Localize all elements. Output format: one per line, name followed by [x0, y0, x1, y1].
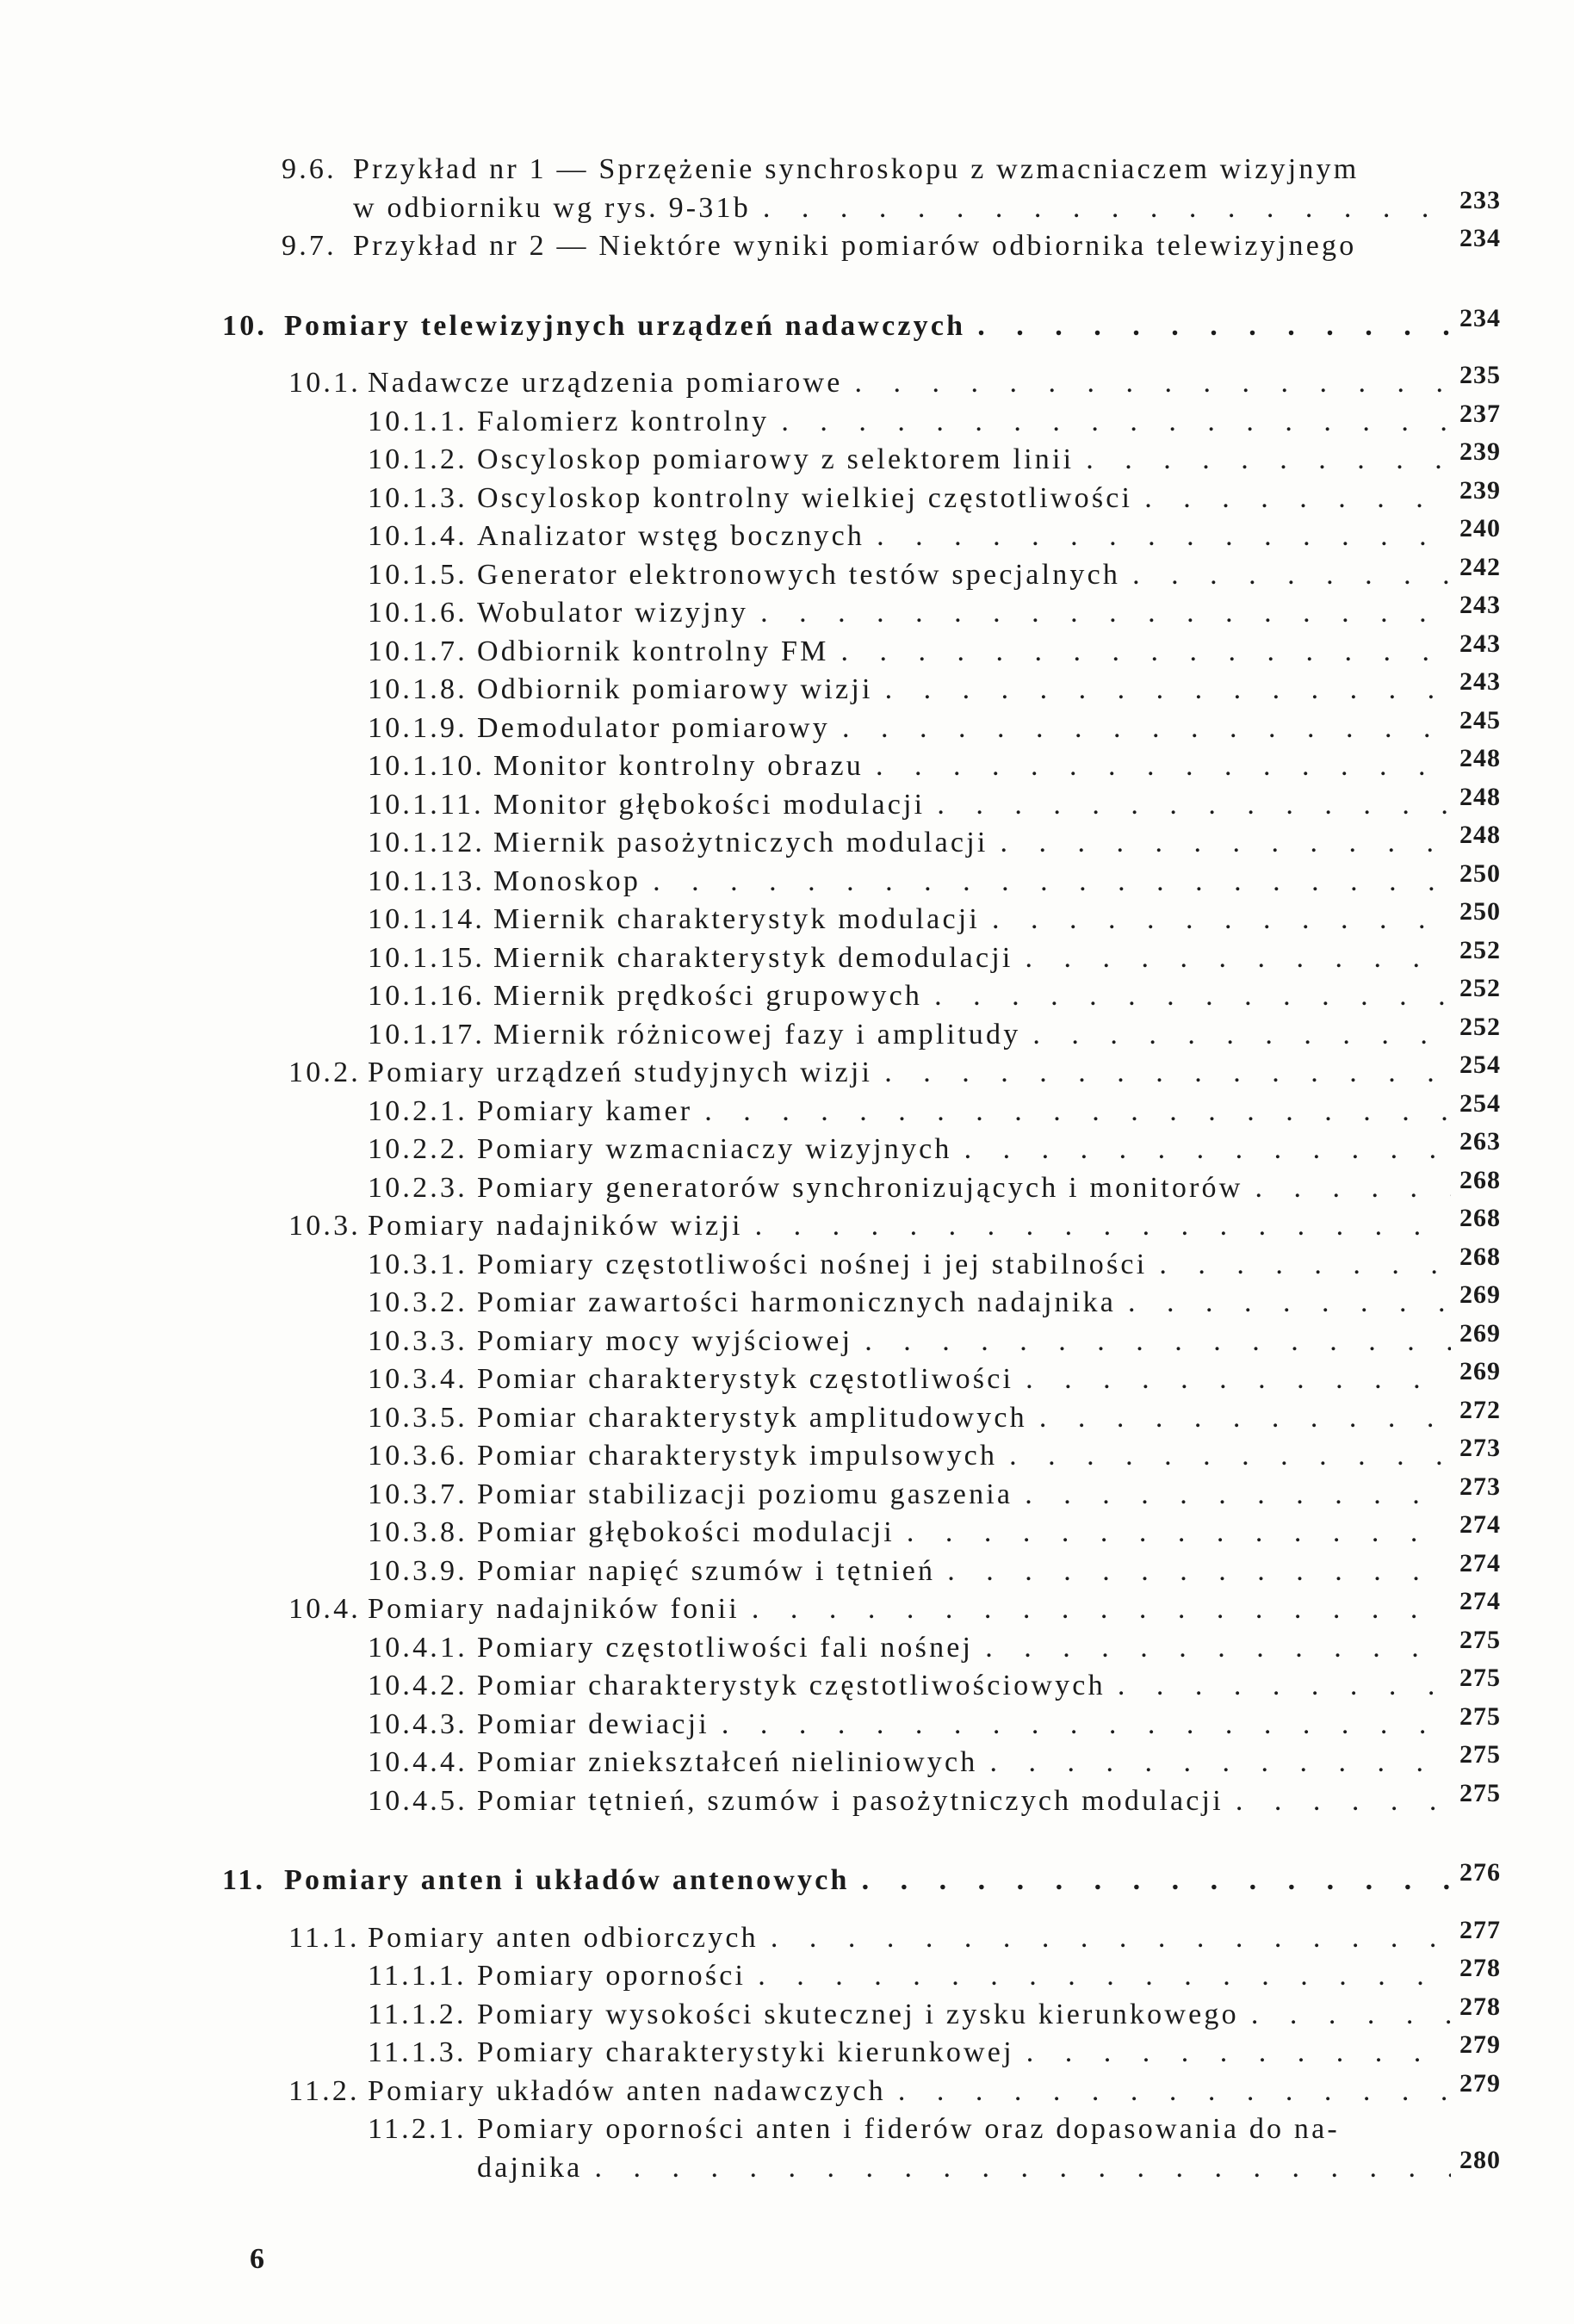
entry-number: 10.3.6.: [368, 1440, 468, 1472]
entry-number: 11.: [222, 1864, 266, 1896]
entry-title: Pomiar głębokości modulacji: [477, 1516, 895, 1548]
toc-entry: [0, 1280, 1528, 1325]
entry-page: 234: [1459, 303, 1501, 332]
toc-entry: [0, 1548, 1528, 1594]
entry-page: 243: [1459, 591, 1501, 619]
dot-leader: [937, 789, 1451, 821]
dot-leader: [864, 1325, 1451, 1358]
dot-leader: [758, 1960, 1451, 1992]
dot-leader: [885, 673, 1451, 706]
toc-entry: [0, 1954, 1528, 1999]
toc-entry: [0, 1395, 1528, 1441]
entry-title: Monitor głębokości modulacji: [493, 788, 926, 821]
toc-entry: [0, 1740, 1528, 1785]
entry-page: 274: [1459, 1510, 1501, 1539]
chapter-entry: [0, 1858, 1528, 1903]
page-number: 6: [250, 2243, 264, 2275]
dot-leader: [1159, 1249, 1451, 1281]
entry-page: 254: [1459, 1088, 1501, 1118]
dot-leader: [877, 520, 1451, 553]
dot-leader: [763, 192, 1451, 225]
entry-title: Pomiar napięć szumów i tętnień: [477, 1554, 936, 1587]
entry-page: 272: [1459, 1395, 1501, 1424]
toc-entry: [0, 897, 1528, 942]
dot-leader: [1236, 1785, 1451, 1818]
entry-page: 252: [1459, 974, 1501, 1002]
toc-entry-continuation: [0, 2145, 1528, 2191]
entry-page: 243: [1459, 629, 1501, 658]
dot-leader: [985, 1632, 1451, 1664]
toc-entry: [0, 935, 1528, 981]
toc-entry: [0, 514, 1528, 559]
entry-title-continuation: dajnika: [477, 2151, 583, 2184]
toc-entry: [0, 2113, 1528, 2152]
toc-entry: [0, 858, 1528, 904]
entry-page: 269: [1459, 1357, 1501, 1385]
dot-leader: [1039, 1402, 1451, 1435]
toc-entry: [0, 974, 1528, 1019]
entry-title: Pomiary częstotliwości fali nośnej: [477, 1631, 974, 1664]
toc-entry: [0, 629, 1528, 674]
entry-number: 10.1.1.: [368, 405, 468, 437]
dot-leader: [704, 1095, 1451, 1128]
dot-leader: [989, 1746, 1451, 1779]
dot-leader: [842, 712, 1451, 745]
toc-entry: [0, 1204, 1528, 1249]
entry-number: 10.3.3.: [368, 1324, 468, 1357]
toc-entry: [0, 2068, 1528, 2114]
toc-entry: [0, 1510, 1528, 1555]
entry-title: Pomiary generatorów synchronizujących i monitorów: [477, 1171, 1243, 1204]
entry-page: 237: [1459, 399, 1501, 428]
entry-title: Monitor kontrolny obrazu: [493, 750, 864, 782]
toc-entry: [0, 1625, 1528, 1670]
entry-page: 250: [1459, 897, 1501, 926]
dot-leader: [884, 1057, 1451, 1089]
dot-leader: [947, 1555, 1451, 1588]
entry-number: 10.4.: [288, 1593, 361, 1625]
entry-number: 10.1.13.: [368, 865, 486, 897]
dot-leader: [964, 1133, 1451, 1166]
toc-entry: [0, 1012, 1528, 1057]
entry-page: 239: [1459, 437, 1501, 466]
entry-page: 240: [1459, 514, 1501, 542]
entry-page: 278: [1459, 1992, 1501, 2021]
entry-number: 10.1.3.: [368, 481, 468, 514]
entry-page: 235: [1459, 361, 1501, 389]
toc-entry: [0, 1778, 1528, 1824]
entry-page: 268: [1459, 1204, 1501, 1232]
entry-title: Pomiary charakterystyki kierunkowej: [477, 2036, 1014, 2068]
toc-entry: [0, 782, 1528, 827]
dot-leader: [934, 980, 1451, 1013]
toc-entry: [0, 153, 1528, 192]
entry-title: Demodulator pomiarowy: [477, 711, 830, 744]
entry-page: 248: [1459, 744, 1501, 772]
entry-title: Nadawcze urządzenia pomiarowe: [368, 367, 843, 399]
toc-entry: [0, 1050, 1528, 1095]
entry-title: Pomiary częstotliwości nośnej i jej stabilności: [477, 1248, 1148, 1280]
entry-page: 273: [1459, 1472, 1501, 1501]
toc-entry: [0, 1357, 1528, 1402]
entry-title: Pomiar dewiacji: [477, 1707, 710, 1740]
entry-title: Pomiary oporności: [477, 1960, 747, 1992]
entry-title: Pomiary oporności anten i fiderów oraz dopasowania do na-: [477, 2113, 1340, 2145]
entry-number: 10.4.5.: [368, 1784, 468, 1817]
toc-entry: [0, 1165, 1528, 1211]
entry-page: 274: [1459, 1548, 1501, 1577]
entry-number: 11.1.3.: [368, 2036, 467, 2068]
dot-leader: [1026, 1363, 1451, 1396]
dot-leader: [841, 635, 1451, 668]
entry-page: 242: [1459, 552, 1501, 581]
entry-number: 10.1.17.: [368, 1018, 486, 1050]
dot-leader: [1251, 1999, 1451, 2031]
dot-leader: [855, 367, 1451, 400]
chapter-entry: [0, 303, 1528, 349]
entry-number: 10.3.2.: [368, 1286, 468, 1318]
entry-title: Pomiar zniekształceń nieliniowych: [477, 1746, 978, 1778]
entry-number: 9.6.: [282, 153, 337, 185]
entry-number: 11.1.2.: [368, 1998, 467, 2030]
entry-number: 10.3.5.: [368, 1401, 468, 1434]
dot-leader: [1026, 2036, 1451, 2069]
entry-title: Pomiary urządzeń studyjnych wizji: [368, 1057, 873, 1088]
toc-entry: [0, 1472, 1528, 1517]
entry-title: Monoskop: [493, 865, 641, 897]
entry-page: 275: [1459, 1740, 1501, 1769]
entry-number: 10.1.5.: [368, 558, 468, 591]
entry-title: Pomiar charakterystyk częstotliwościowych: [477, 1670, 1106, 1701]
entry-number: 10.2.: [288, 1057, 361, 1088]
toc-entry: [0, 224, 1528, 269]
entry-page: 276: [1459, 1858, 1501, 1887]
entry-number: 10.1.10.: [368, 750, 486, 782]
entry-title: Pomiar tętnień, szumów i pasożytniczych modulacji: [477, 1784, 1224, 1817]
dot-leader: [722, 1708, 1451, 1741]
entry-page: 250: [1459, 858, 1501, 888]
entry-page: 254: [1459, 1050, 1501, 1079]
dot-leader: [653, 865, 1451, 898]
entry-title: Pomiary anten i układów antenowych: [284, 1864, 850, 1896]
entry-page: 234: [1459, 224, 1501, 252]
dot-leader: [781, 406, 1451, 438]
dot-leader: [771, 1922, 1451, 1955]
dot-leader: [752, 1593, 1451, 1626]
entry-title: Falomierz kontrolny: [477, 405, 770, 437]
entry-title: Pomiary mocy wyjściowej: [477, 1324, 853, 1357]
toc-entry: [0, 1664, 1528, 1708]
entry-number: 11.2.1.: [368, 2113, 467, 2145]
dot-leader: [594, 2152, 1451, 2185]
toc-entry-continuation: [0, 185, 1528, 231]
toc-entry: [0, 552, 1528, 598]
dot-leader: [755, 1210, 1451, 1243]
entry-title: Pomiar zawartości harmonicznych nadajnika: [477, 1286, 1117, 1318]
toc-entry: [0, 2030, 1528, 2075]
toc-entry: [0, 1587, 1528, 1632]
dot-leader: [862, 1864, 1451, 1897]
entry-number: 10.4.3.: [368, 1707, 468, 1740]
entry-page: 233: [1459, 185, 1501, 214]
toc-entry: [0, 399, 1528, 444]
toc-entry: [0, 705, 1528, 751]
entry-page: 279: [1459, 2030, 1501, 2059]
toc-entry: [0, 667, 1528, 712]
entry-number: 10.1.16.: [368, 980, 486, 1012]
entry-number: 10.1.8.: [368, 673, 468, 705]
entry-number: 10.1.: [288, 367, 361, 399]
entry-title: Odbiornik pomiarowy wizji: [477, 673, 873, 705]
entry-page: 275: [1459, 1778, 1501, 1807]
entry-number: 10.1.2.: [368, 443, 468, 475]
dot-leader: [1025, 1478, 1451, 1511]
entry-page: 248: [1459, 821, 1501, 849]
entry-page: 268: [1459, 1165, 1501, 1194]
dot-leader: [1128, 1286, 1451, 1319]
dot-leader: [1132, 559, 1451, 592]
entry-page: 269: [1459, 1280, 1501, 1309]
toc-entry: [0, 1992, 1528, 2037]
toc-entry: [0, 1915, 1528, 1961]
toc-entry: [0, 591, 1528, 635]
entry-page: 280: [1459, 2145, 1501, 2174]
dot-leader: [1144, 482, 1451, 515]
entry-number: 10.1.6.: [368, 597, 468, 629]
dot-leader: [760, 597, 1451, 629]
entry-number: 10.1.15.: [368, 941, 486, 974]
entry-number: 11.2.: [288, 2074, 360, 2107]
entry-number: 10.1.9.: [368, 711, 468, 744]
entry-page: 252: [1459, 935, 1501, 964]
entry-title: Przykład nr 2 — Niektóre wyniki pomiarów odbiornika telewizyjnego: [353, 230, 1357, 262]
entry-title: Miernik charakterystyk modulacji: [493, 903, 981, 935]
entry-title: Pomiar charakterystyk częstotliwości: [477, 1363, 1014, 1395]
entry-title: Pomiary kamer: [477, 1094, 693, 1127]
entry-number: 10.3.4.: [368, 1363, 468, 1395]
dot-leader: [907, 1516, 1451, 1549]
entry-page: 275: [1459, 1625, 1501, 1654]
entry-page: 269: [1459, 1318, 1501, 1348]
entry-number: 11.1.1.: [368, 1960, 467, 1992]
dot-leader: [977, 310, 1451, 343]
entry-page: 274: [1459, 1587, 1501, 1615]
dot-leader: [1009, 1440, 1451, 1472]
entry-title: Pomiar charakterystyk impulsowych: [477, 1440, 998, 1472]
entry-number: 11.1.: [288, 1921, 360, 1954]
entry-title: Miernik pasożytniczych modulacji: [493, 827, 988, 858]
entry-page: 248: [1459, 782, 1501, 811]
entry-title: Pomiary anten odbiorczych: [368, 1921, 759, 1954]
entry-page: 252: [1459, 1012, 1501, 1041]
entry-number: 10.3.: [288, 1210, 361, 1242]
entry-number: 10.3.8.: [368, 1516, 468, 1548]
entry-title: Pomiary nadajników wizji: [368, 1210, 743, 1242]
entry-title: Odbiornik kontrolny FM: [477, 635, 829, 667]
entry-number: 10.3.1.: [368, 1248, 468, 1280]
entry-title: Pomiary wysokości skutecznej i zysku kierunkowego: [477, 1998, 1239, 2030]
toc-entry: [0, 437, 1528, 482]
entry-number: 10.1.11.: [368, 788, 484, 821]
dot-leader: [876, 750, 1451, 783]
entry-number: 10.3.9.: [368, 1554, 468, 1587]
entry-title: Przykład nr 1 — Sprzężenie synchroskopu z wzmacniaczem wizyjnym: [353, 153, 1360, 185]
toc-entry: [0, 1088, 1528, 1134]
dot-leader: [1032, 1019, 1451, 1051]
entry-title: Pomiary telewizyjnych urządzeń nadawczych: [284, 309, 966, 342]
entry-page: 239: [1459, 475, 1501, 505]
entry-title: Pomiary nadajników fonii: [368, 1593, 740, 1625]
toc-entry: [0, 1434, 1528, 1478]
toc-entry: [0, 475, 1528, 521]
entry-title: Miernik charakterystyk demodulacji: [493, 941, 1013, 974]
entry-page: 275: [1459, 1701, 1501, 1731]
entry-title: Oscyloskop kontrolny wielkiej częstotliwości: [477, 481, 1133, 514]
entry-title: Wobulator wizyjny: [477, 597, 749, 629]
entry-page: 277: [1459, 1915, 1501, 1944]
entry-number: 10.1.12.: [368, 827, 486, 858]
entry-page: 268: [1459, 1242, 1501, 1271]
toc-entry: [0, 1127, 1528, 1172]
toc-entry: [0, 1701, 1528, 1747]
entry-page: 275: [1459, 1664, 1501, 1692]
entry-number: 10.4.2.: [368, 1670, 468, 1701]
entry-page: 263: [1459, 1127, 1501, 1156]
toc-entry: [0, 821, 1528, 865]
entry-page: 273: [1459, 1434, 1501, 1462]
dot-leader: [992, 903, 1451, 936]
entry-title: Pomiary układów anten nadawczych: [368, 2074, 886, 2107]
entry-title: Pomiar stabilizacji poziomu gaszenia: [477, 1478, 1013, 1510]
entry-page: 243: [1459, 667, 1501, 696]
toc-entry: [0, 361, 1528, 406]
entry-number: 10.4.4.: [368, 1746, 468, 1778]
table-of-contents: [0, 153, 1574, 2190]
entry-title: Pomiar charakterystyk amplitudowych: [477, 1401, 1027, 1434]
entry-title: Oscyloskop pomiarowy z selektorem linii: [477, 443, 1075, 475]
entry-number: 10.2.2.: [368, 1133, 468, 1165]
entry-number: 10.2.3.: [368, 1171, 468, 1204]
dot-leader: [1000, 827, 1451, 859]
entry-page: 278: [1459, 1954, 1501, 1982]
entry-title-continuation: w odbiorniku wg rys. 9-31b: [353, 191, 751, 224]
entry-title: Miernik prędkości grupowych: [493, 980, 923, 1012]
dot-leader: [1026, 942, 1451, 975]
entry-number: 10.1.4.: [368, 520, 468, 552]
dot-leader: [1255, 1172, 1452, 1205]
entry-number: 10.3.7.: [368, 1478, 468, 1510]
entry-number: 10.1.14.: [368, 903, 486, 935]
dot-leader: [898, 2075, 1451, 2108]
entry-page: 245: [1459, 705, 1501, 734]
entry-title: Generator elektronowych testów specjalnych: [477, 558, 1121, 591]
entry-title: Miernik różnicowej fazy i amplitudy: [493, 1018, 1021, 1050]
toc-entry: [0, 1242, 1528, 1287]
entry-page: 279: [1459, 2068, 1501, 2098]
dot-leader: [1118, 1670, 1451, 1702]
entry-number: 10.2.1.: [368, 1094, 468, 1127]
dot-leader: [1086, 443, 1451, 476]
toc-entry: [0, 744, 1528, 789]
entry-title: Analizator wstęg bocznych: [477, 520, 865, 552]
entry-number: 10.: [222, 309, 268, 342]
toc-entry: [0, 1318, 1528, 1364]
entry-number: 10.1.7.: [368, 635, 468, 667]
entry-number: 9.7.: [282, 230, 337, 262]
entry-number: 10.4.1.: [368, 1631, 468, 1664]
entry-title: Pomiary wzmacniaczy wizyjnych: [477, 1133, 952, 1165]
